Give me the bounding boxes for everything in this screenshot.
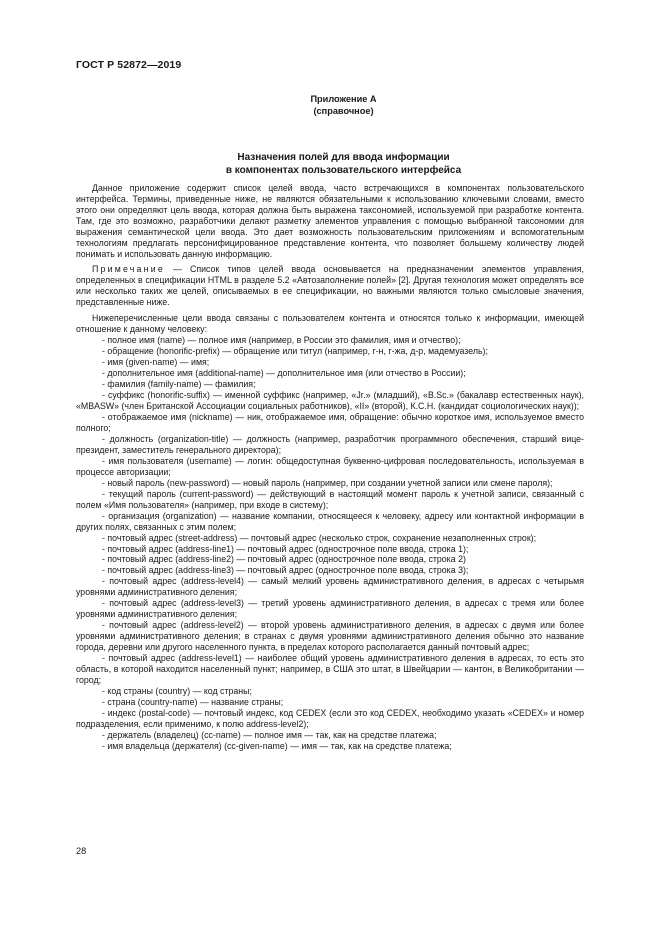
list-item: - почтовый адрес (address-line2) — почтовый адрес (однострочное поле ввода, строка 2): [102, 554, 466, 565]
list-item: - почтовый адрес (address-line1) — почтовый адрес (однострочное поле ввода, строка 1);: [102, 543, 469, 554]
list-item: - организация (organization) — название компании, относящееся к человеку, адресу или контактной информации в других полях, связанных с этим полем;: [76, 510, 584, 532]
list-item: - фамилия (family-name) — фамилия;: [102, 379, 256, 390]
input-purpose-list: [76, 335, 584, 751]
list-item: - почтовый адрес (address-level3) — третий уровень административного деления, в адресах с тремя или более уровнями административного деления;: [76, 598, 584, 620]
appendix-heading: [0, 93, 661, 117]
list-item: - почтовый адрес (address-level4) — самый мелкий уровень административного деления, в адресах с четырьмя уровнями административного деления;: [76, 576, 584, 598]
note-label: Примечание: [92, 263, 165, 274]
section-title-line-1: Назначения полей для ввода информации: [237, 152, 450, 163]
appendix-label: Приложение А: [310, 94, 377, 104]
list-item: - дополнительное имя (additional-name) — дополнительное имя (или отчество в России);: [102, 368, 466, 379]
list-item: - отображаемое имя (nickname) — ник, отображаемое имя, обращение: обычно короткое имя, используемое вместо полного;: [76, 412, 584, 434]
list-item: - должность (organization-title) — должность (например, разработчик программного обеспечения, старший вице-президент, заместитель генерального директора);: [76, 433, 584, 455]
note-text: — Список типов целей ввода основывается на предназначении элементов управления, определенных в спецификации HTML в разделе 5.2 «Автозаполнение полей» [2]. Другая технология может определять все или несколько таких же целей, описываемых в ее спецификации, но важными являются только смысловые значения, представленные ниже.: [76, 263, 584, 307]
list-item: - индекс (postal-code) — почтовый индекс, код CEDEX (если это код CEDEX, необходимо указать «CEDEX» и номер подразделения, если применимо, к полю address-level2);: [76, 707, 584, 729]
list-item: - обращение (honorific-prefix) — обращение или титул (например, г-н, г-жа, д-р, мадемуазель);: [102, 346, 488, 357]
document-code: ГОСТ Р 52872—2019: [76, 59, 182, 71]
note-paragraph: [76, 264, 584, 308]
list-item: - почтовый адрес (address-level1) — наиболее общий уровень административного деления в адресах, то есть это область, в которой находится населенный пункт; например, в США это штат, в Швейцарии — кантон, в Великобритании — город;: [76, 653, 584, 685]
list-item: - почтовый адрес (street-address) — почтовый адрес (несколько строк, сохранение незаполненных строк);: [102, 532, 537, 543]
list-item: - страна (country-name) — название страны;: [102, 696, 284, 707]
list-item: - новый пароль (new-password) — новый пароль (например, при создании учетной записи или смене пароля);: [102, 477, 553, 488]
page-number: 28: [76, 846, 87, 856]
list-lead-paragraph: Нижеперечисленные цели ввода связаны с пользователем контента и относятся только к информации, имеющей отношение к данному человеку:: [76, 313, 584, 335]
intro-paragraph: Данное приложение содержит список целей ввода, часто встречающихся в компонентах пользовательского интерфейса. Термины, приведенные ниже, не являются обязательными к использованию ключевыми словами, вместо этого они определяют цель ввода, которая должна быть выражена таксономией, используемой при разработке контента. Там, где это возможно, разработчики делают разметку элементов управления с помощью выбранной таксономии для выражения семантической цели ввода. Это дает возможность пользовательским приложениям и вспомогательным технологиям предлагать персонифицированное представление контента, что позволяет большему количеству людей понимать и использовать данную информацию.: [76, 183, 584, 259]
list-item: - текущий пароль (current-password) — действующий в настоящий момент пароль к учетной записи, связанный с полем «Имя пользователя» (например, при входе в систему);: [76, 488, 584, 510]
list-item: - суффикс (honorific-suffix) — именной суффикс (например, «Jr.» (младший), «B.Sc.» (бакалавр естественных наук), «MBASW» (член Британской Ассоциации социальных работников), «II» (второй), К.С.Н. (кандидат социологических наук));: [76, 390, 584, 412]
body-text: [76, 183, 584, 752]
section-title-line-2: в компонентах пользовательского интерфейса: [225, 165, 462, 176]
list-item: - держатель (владелец) (cc-name) — полное имя — так, как на средстве платежа;: [102, 729, 437, 740]
list-item: - имя (given-name) — имя;: [102, 357, 210, 368]
list-item: - почтовый адрес (address-line3) — почтовый адрес (однострочное поле ввода, строка 3);: [102, 565, 469, 576]
list-item: - имя владельца (держателя) (cc-given-name) — имя — так, как на средстве платежа;: [102, 740, 452, 751]
list-item: - имя пользователя (username) — логин: общедоступная буквенно-цифровая последовательность, используемая в процессе авторизации;: [76, 455, 584, 477]
list-item: - почтовый адрес (address-level2) — второй уровень административного деления, в адресах с двумя или более уровнями административного деления; в странах с двумя уровнями административного деления обычно это название города, деревни или другого населенного пункта, в пределах которого располагается данный почтовый адрес;: [76, 620, 584, 653]
appendix-status: (справочное): [313, 106, 374, 117]
list-item: - полное имя (name) — полное имя (например, в России это фамилия, имя и отчество);: [102, 335, 461, 346]
list-item: - код страны (country) — код страны;: [102, 685, 252, 696]
section-title: [0, 151, 661, 177]
